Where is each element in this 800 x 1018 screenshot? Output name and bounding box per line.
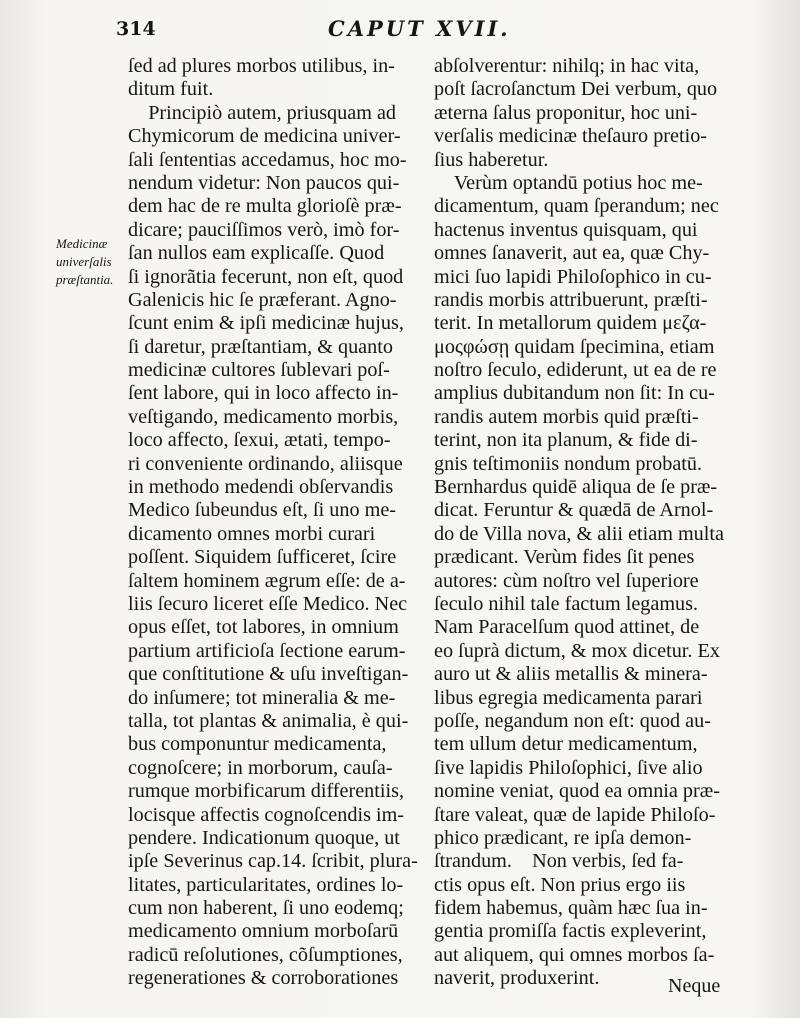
text-line: prædicant. Verùm fides ſit penes (434, 546, 695, 569)
text-line: poſſent. Siquidem ſufficeret, ſcire (128, 546, 397, 569)
catchword: Neque (668, 975, 721, 997)
text-line: dicamentum, quam ſperandum; nec (434, 195, 719, 218)
text-line: ctis opus eſt. Non prius ergo iis (434, 873, 686, 896)
text-line: Principiò autem, priusquam ad (128, 101, 396, 124)
page-header (0, 14, 800, 44)
text-line: gentia promiſſa factis expleverint, (434, 920, 707, 943)
text-line: ipſe Severinus cap.14. ſcribit, plura- (128, 850, 418, 873)
text-line: Verùm optandū potius hoc me- (434, 171, 703, 194)
text-line: ditum fuit. (128, 78, 214, 101)
text-line: amplius dubitandum non ſit: In cu- (434, 382, 715, 405)
marginal-note-line: præſtantia. (56, 272, 114, 287)
text-line: omnes ſanaverit, aut ea, quæ Chy- (434, 242, 710, 265)
text-line: ſi daretur, præſtantiam, & quanto (128, 335, 393, 358)
text-line: do de Villa nova, & alii etiam multa (434, 522, 724, 545)
text-line: mici ſuo lapidi Philoſophico in cu- (434, 265, 712, 288)
text-line: que conſtitutione & uſu inveſtigan- (128, 663, 409, 686)
text-line: cum non haberent, ſi uno eodemq; (128, 897, 404, 920)
running-head: CAPUT XVII. (328, 16, 511, 41)
marginal-note-line: univerſalis (56, 254, 112, 269)
text-line: auro ut & aliis metallis & minera- (434, 663, 708, 686)
text-line: rumque morbificarum differentiis, (128, 780, 405, 803)
text-line: ſi ignorãtia fecerunt, non eſt, quod (128, 265, 404, 288)
text-line: randis autem morbis quid præſti- (434, 405, 699, 428)
marginal-note-line: Medicinæ (56, 236, 108, 251)
text-line: Galenicis hic ſe præferant. Agno- (128, 288, 397, 311)
text-line: nomine veniat, quod ea omnia præ- (434, 780, 720, 803)
text-line: ri conveniente ordinando, aliisque (128, 452, 403, 475)
text-line: loco affecto, ſexui, ætati, tempo- (128, 429, 391, 452)
text-line: medicinæ cultores ſublevari poſ- (128, 359, 390, 382)
text-line: libus egregia medicamenta parari (434, 686, 703, 709)
text-line: gnis teſtimoniis nondum probatū. (434, 452, 703, 475)
text-line: cognoſcere; in morborum, cauſa- (128, 756, 393, 779)
text-line: poſt ſacroſanctum Dei verbum, quo (434, 78, 718, 101)
text-line: randis morbis attribuerunt, præſti- (434, 288, 708, 311)
text-line: ſed ad plures morbos utilibus, in- (128, 55, 395, 77)
text-line: regenerationes & corroborationes (128, 967, 399, 990)
text-line: Bernhardus quidē aliqua de ſe præ- (434, 476, 718, 499)
text-line: noſtro ſeculo, ediderunt, ut ea de re (434, 359, 717, 382)
text-line: dicat. Feruntur & quædā de Arnol- (434, 499, 714, 522)
text-line: eo ſuprà dictum, & mox dicetur. Ex (434, 639, 720, 662)
text-line: hactenus inventus quisquam, qui (434, 218, 698, 241)
text-line: dicamento omnes morbi curari (128, 522, 376, 545)
page-number: 314 (116, 18, 156, 40)
text-line: ſeculo nihil tale factum legamus. (434, 592, 699, 615)
text-line: tem ullum detur medicamentum, (434, 733, 698, 756)
text-line: pendere. Indicationum quoque, ut (128, 826, 400, 849)
text-line: dicare; pauciſſimos verò, imò for- (128, 218, 400, 241)
text-line: locisque affectis cognoſcendis im- (128, 803, 405, 826)
text-line: ſan nullos eam explicaſſe. Quod (128, 242, 385, 265)
text-line: ſent labore, qui in loco affecto in- (128, 382, 399, 405)
text-line: medicamento omnium morboſarū (128, 920, 399, 943)
text-line: æterna ſalus proponitur, hoc uni- (434, 101, 698, 124)
text-line: litates, particularitates, ordines lo- (128, 873, 404, 896)
text-line: fidem habemus, quàm hæc ſua in- (434, 897, 708, 920)
text-line: ſtare valeat, quæ de lapide Philoſo- (434, 803, 716, 826)
text-line: bus componuntur medicamenta, (128, 733, 387, 756)
right-text-column (434, 55, 792, 991)
text-line: liis ſecuro liceret eſſe Medico. Nec (128, 592, 408, 615)
text-line: opus eſſet, tot labores, in omnium (128, 616, 399, 639)
text-line: dem hac de re multa glorioſè præ- (128, 195, 402, 218)
text-line: ſtrandum. Non verbis, ſed fa- (434, 850, 684, 873)
text-line: phico prædicant, re ipſa demon- (434, 826, 692, 849)
text-line: aut aliquem, qui omnes morbos ſa- (434, 943, 715, 966)
text-line: ſaltem hominem ægrum eſſe: de a- (128, 569, 406, 592)
text-line: do inſumere; tot mineralia & me- (128, 686, 396, 709)
text-line: ſali ſententias accedamus, hoc mo- (128, 148, 407, 171)
text-line: talla, tot plantas & animalia, è qui- (128, 709, 409, 732)
text-line: ſcunt enim & ipſi medicinæ hujus, (128, 312, 404, 335)
text-line: veſtigando, medicamento morbis, (128, 405, 399, 428)
text-line: ſius haberetur. (434, 148, 549, 171)
text-line: Chymicorum de medicina univer- (128, 125, 401, 148)
left-text-column (128, 55, 428, 991)
text-line: autores: cùm noſtro vel ſuperiore (434, 569, 699, 592)
text-line: terint, non ita planum, & fide di- (434, 429, 698, 452)
text-line: abſolverentur: nihilq; in hac vita, (434, 55, 700, 77)
text-line: Medico ſubeundus eſt, ſi uno me- (128, 499, 396, 522)
text-line: radicū reſolutiones, cõſumptiones, (128, 943, 403, 966)
text-line: partium artificioſa ſectione earum- (128, 639, 406, 662)
text-line: naverit, produxerint. (434, 967, 600, 990)
text-line: terit. In metallorum quidem μεζα- (434, 312, 707, 335)
marginal-note (56, 235, 134, 289)
text-line: μοςφώσῃ quidam ſpecimina, etiam (434, 335, 715, 358)
text-line: nendum videtur: Non paucos qui- (128, 171, 400, 194)
text-line: poſſe, negandum non eſt: quod au- (434, 709, 711, 732)
text-line: in methodo medendi obſervandis (128, 476, 394, 499)
text-line: ſive lapidis Philoſophici, ſive alio (434, 756, 703, 779)
text-line: Nam Paracelſum quod attinet, de (434, 616, 700, 639)
text-line: verſalis medicinæ theſauro pretio- (434, 125, 708, 148)
